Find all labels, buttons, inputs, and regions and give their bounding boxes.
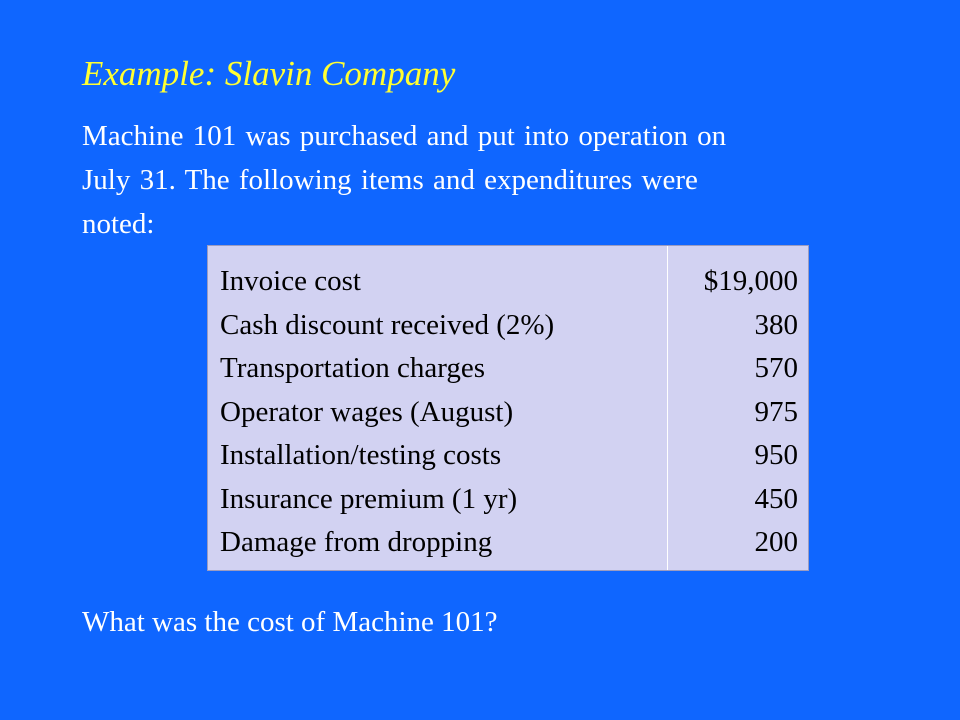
item-labels-column	[208, 246, 668, 570]
item-amounts-column	[668, 246, 808, 570]
item-label: Transportation charges	[220, 352, 485, 384]
slide-title: Example: Slavin Company	[82, 54, 456, 93]
item-amount: 200	[754, 526, 798, 558]
intro-line: July 31. The following items and expenditures were	[82, 164, 698, 196]
item-amount: 975	[754, 395, 798, 428]
intro-line: Machine 101 was purchased and put into operation on	[82, 120, 727, 152]
item-amount: 950	[754, 439, 798, 471]
item-amount: 450	[754, 482, 798, 515]
intro-paragraph	[82, 114, 902, 246]
item-label: Invoice cost	[220, 265, 361, 297]
item-amount: 380	[754, 308, 798, 341]
item-label: Operator wages (August)	[220, 395, 514, 428]
item-label: Insurance premium (1 yr)	[220, 482, 518, 515]
item-label: Installation/testing costs	[220, 439, 502, 471]
item-amount: 570	[754, 352, 798, 384]
expenditures-table	[207, 245, 809, 571]
intro-line: noted:	[82, 208, 155, 240]
item-amount: $19,000	[703, 265, 798, 297]
question-text: What was the cost of Machine 101?	[82, 606, 498, 638]
item-label: Cash discount received (2%)	[220, 308, 555, 341]
item-label: Damage from dropping	[220, 526, 493, 558]
